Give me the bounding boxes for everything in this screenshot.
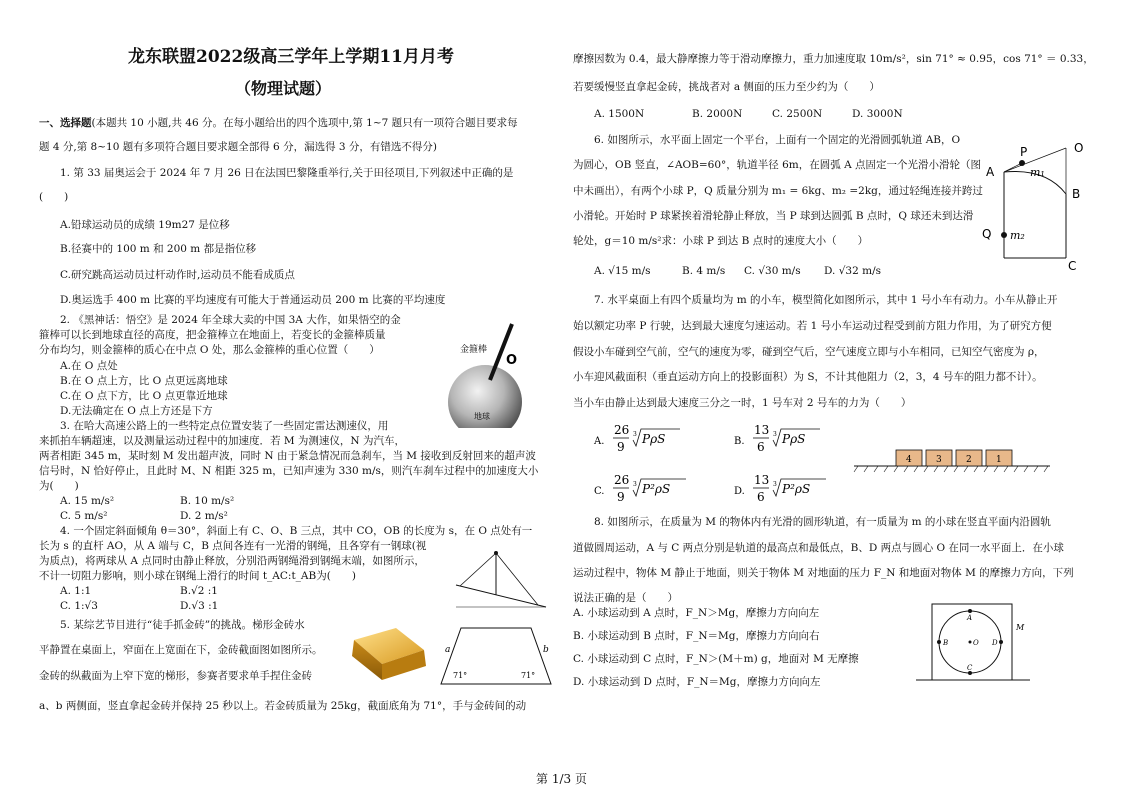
q3-stem-1: 3. 在哈大高速公路上的一些特定点位置安装了一些固定雷达测速仪，用 (60, 420, 389, 432)
q7-d-index: 3 (773, 481, 777, 488)
q7-option-c (594, 473, 686, 504)
q7-d-den: 6 (757, 490, 765, 504)
earth-label: 地球 (474, 412, 490, 421)
q5-option-c: C. 2500N (772, 108, 823, 120)
q1-option-d: D.奥运选手 400 m 比赛的平均速度有可能大于普通运动员 200 m 比赛的平均速度 (60, 294, 446, 306)
q8-option-c: C. 小球运动到 C 点时，F_N＞(M＋m) g，地面对 M 无摩擦 (573, 653, 859, 665)
page-number: 第 1/3 页 (536, 772, 587, 786)
ball-p (1019, 160, 1025, 166)
q1-stem-2: ( ) (39, 191, 69, 203)
q5-stem-2: 平静置在桌面上，窄面在上宽面在下，金砖截面图如图所示。 (39, 644, 323, 656)
q3-option-c: C. 5 m/s² (60, 510, 108, 522)
q7-d-rad: P²ρS (782, 482, 811, 496)
incline-line (456, 585, 546, 607)
q8-option-d: D. 小球运动到 D 点时，F_N＝Mg，摩擦力方向向左 (573, 676, 821, 688)
point-b (937, 640, 941, 644)
q4-stem-1: 4. 一个固定斜面倾角 θ＝30°，斜面上有 C、O、B 三点，其中 CO，OB 的长度为 s，在 O 点处有一 (60, 525, 533, 537)
q7-b-index: 3 (773, 431, 777, 438)
q2-option-c: C.在 O 点下方，比 O 点更靠近地球 (60, 390, 228, 402)
q7-c-num: 26 (614, 473, 630, 487)
q5-option-b: B. 2000N (692, 108, 743, 120)
label-o: O (1074, 141, 1084, 155)
q4-stem-2: 长为 s 的直杆 AO，从 A 端与 C，B 点间各连有一光滑的钢绳，且各穿有一钢球(视 (39, 540, 427, 552)
q7-options (590, 420, 850, 510)
q7-a-rad: PρS (642, 432, 666, 446)
car-label-4: 4 (906, 455, 912, 465)
q8-figure (912, 600, 1034, 686)
wire-ab (496, 553, 538, 605)
q5-cont-2: 若要缓慢竖直拿起金砖，挑战者对 a 侧面的压力至少约为（ ） (573, 81, 880, 93)
q8-label-a: A (967, 614, 973, 622)
side-b-label: b (543, 645, 549, 655)
label-q: Q (982, 227, 992, 241)
q3-option-a: A. 15 m/s² (60, 495, 115, 507)
point-a (968, 609, 972, 613)
q6-option-b: B. 4 m/s (682, 265, 726, 277)
q7-stem-4: 小车迎风截面积（垂直运动方向上的投影面积）为 S，不计其他阻力（2，3，4 号车的阻力都不计）。 (573, 371, 1043, 383)
car-label-2: 2 (966, 455, 972, 465)
label-p: P (1020, 145, 1028, 159)
q6-stem-2: 为圆心，OB 竖直，∠AOB=60°，轨道半径 6m，在圆弧 A 点固定一个光滑小滑轮（图 (573, 159, 982, 171)
q7-b-num: 13 (754, 423, 770, 437)
q2-stem-1: 2. 《黑神话：悟空》是 2024 年全球大卖的中国 3A 大作，如果悟空的金 (60, 314, 401, 326)
q1-option-c: C.研究跳高运动员过杆动作时,运动员不能看成质点 (60, 269, 295, 281)
car-group (896, 450, 1012, 466)
section-intro (39, 116, 518, 130)
section-desc-2: 题 4 分,第 8~10 题有多项符合题目要求题全部得 6 分，漏选得 3 分，有错选不得分) (39, 141, 438, 153)
exam-subtitle: （物理试题） (235, 79, 332, 98)
q3-stem-3: 两者相距 345 m，某时刻 M 发出超声波，同时 N 由于紧急情况而急刹车，当 M 接收到反射回来的超声波 (39, 450, 536, 462)
q6-stem-1: 6. 如图所示，水平面上固定一个平台，上面有一个固定的光滑圆弧轨道 AB，O (594, 134, 961, 146)
q6-option-c: C. √30 m/s (744, 265, 801, 277)
q7-a-label: A. (594, 436, 605, 447)
q8-label-d: D (992, 639, 998, 647)
q7-b-den: 6 (757, 440, 765, 454)
q7-b-rad: PρS (782, 432, 806, 446)
q6-stem-4: 小滑轮。开始时 P 球紧挨着滑轮静止释放，当 P 球到达圆弧 B 点时，Q 球还未到达滑 (573, 210, 974, 222)
label-m2: m₂ (1010, 229, 1025, 242)
q4-option-d: D.√3 :1 (180, 600, 219, 612)
q7-stem-1: 7. 水平桌面上有四个质量均为 m 的小车，模型简化如图所示，其中 1 号小车有动力。小车从静止开 (594, 294, 1058, 306)
q8-label-o: O (973, 639, 979, 647)
q7-c-rad: P²ρS (642, 482, 671, 496)
q4-option-a: A. 1:1 (60, 585, 92, 597)
angle-right-label: 71° (521, 671, 536, 680)
q7-stem-5: 当小车由静止达到最大速度三分之一时，1 号车对 2 号车的力为（ ） (573, 397, 912, 409)
label-b: B (1072, 187, 1081, 201)
q1-stem-1: 1. 第 33 届奥运会于 2024 年 7 月 26 日在法国巴黎隆重举行,关于田径项目,下列叙述中正确的是 (60, 167, 514, 179)
q3-stem-4: 信号时，N 恰好停止，且此时 M、N 相距 325 m，已知声速为 330 m/s，则汽车刹车过程中的加速度大小 (39, 465, 539, 477)
q7-option-a (593, 423, 680, 454)
q6-figure (980, 138, 1090, 272)
q8-option-a: A. 小球运动到 A 点时，F_N＞Mg，摩擦力方向向左 (573, 607, 820, 619)
q8-stem-4: 说法正确的是（ ） (573, 592, 678, 604)
rod-label: 金箍棒 (460, 345, 488, 355)
q7-cars-figure (852, 440, 1052, 474)
q5-option-a: A. 1500N (594, 108, 645, 120)
label-c: C (1068, 259, 1077, 272)
q1-option-a: A.铅球运动员的成绩 19m27 是位移 (60, 219, 230, 231)
q7-option-d (734, 473, 826, 504)
q6-stem-5: 轮处，g＝10 m/s²求：小球 P 到达 B 点时的速度大小（ ） (573, 235, 869, 247)
q8-stem-1: 8. 如图所示，在质量为 M 的物体内有光滑的圆形轨道，有一质量为 m 的小球在竖直平面内沿圆轨 (594, 516, 1051, 528)
q5-stem-1: 5. 某综艺节目进行“徒手抓金砖”的挑战。梯形金砖水 (60, 619, 305, 631)
q5-option-d: D. 3000N (852, 108, 903, 120)
q3-stem-2: 来抓拍车辆超速，以及测量运动过程中的加速度．若 M 为测速仪，N 为汽车， (39, 435, 405, 447)
q4-stem-4: 不计一切阻力影响，则小球在钢绳上滑行的时间 t_AC:t_AB为( ) (39, 570, 356, 582)
q6-option-d: D. √32 m/s (824, 265, 881, 277)
side-a-label: a (445, 645, 451, 655)
q3-stem-5: 为( ) (39, 480, 79, 492)
angle-left-label: 71° (453, 671, 468, 680)
q7-option-b (734, 423, 820, 454)
q2-stem-2: 箍棒可以长到地球直径的高度，把金箍棒立在地面上，若变长的金箍棒质量 (39, 329, 386, 341)
q2-option-b: B.在 O 点上方，比 O 点更远离地球 (60, 375, 228, 387)
car-label-1: 1 (996, 455, 1002, 465)
rod-o-label: O (506, 353, 518, 368)
q8-stem-2: 道做圆周运动，A 与 C 两点分别是轨道的最高点和最低点，B、D 两点与圆心 O 在同一水平面上．在小球 (573, 542, 1064, 554)
q8-option-b: B. 小球运动到 B 点时，F_N＝Mg，摩擦力方向向右 (573, 630, 820, 642)
q2-figure (440, 318, 550, 428)
rope-p (1004, 164, 1020, 172)
q7-a-num: 26 (614, 423, 630, 437)
q3-option-b: B. 10 m/s² (180, 495, 235, 507)
q3-option-d: D. 2 m/s² (180, 510, 228, 522)
car-label-3: 3 (936, 455, 942, 465)
q4-stem-3: 为质点)，将两球从 A 点同时由静止释放，分别沿两钢绳滑到钢绳末端，如图所示， (39, 555, 425, 567)
ball-q (1001, 232, 1007, 238)
q2-option-d: D.无法确定在 O 点上方还是下方 (60, 405, 213, 417)
q4-option-c: C. 1:√3 (60, 600, 98, 612)
center-o (969, 641, 972, 644)
q8-stem-3: 运动过程中，物体 M 静止于地面，则关于物体 M 对地面的压力 F_N 和地面对物体 M 的摩擦力方向，下列 (573, 567, 1074, 579)
q7-stem-2: 始以额定功率 P 行驶，达到最大速度匀速运动。若 1 号小车运动过程受到前方阻力作用，为了研究方便 (573, 320, 1052, 332)
q5-stem-3: 金砖的纵截面为上窄下宽的梯形，参赛者要求单手捏住金砖 (39, 670, 312, 682)
q6-stem-3: 中未画出），有两个小球 P，Q 质量分别为 m₁ = 6kg、m₂ =2kg，通过轻绳连接并跨过 (573, 185, 983, 197)
q8-label-c: C (967, 664, 973, 672)
q5-trapezoid-figure (437, 622, 559, 688)
section-heading: 一、选择题 (39, 117, 92, 129)
q8-label-b: B (943, 639, 949, 647)
q2-option-a: A.在 O 点处 (60, 360, 118, 372)
q7-b-label: B. (734, 436, 745, 447)
q7-a-den: 9 (617, 440, 625, 454)
q6-option-a: A. √15 m/s (594, 265, 651, 277)
gold-brick-image (350, 624, 428, 686)
q7-stem-3: 假设小车碰到空气前，空气的速度为零，碰到空气后，空气速度立即与小车相同，已知空气密度为 ρ， (573, 346, 1045, 358)
q4-figure (452, 545, 550, 611)
q7-c-label: C. (594, 486, 605, 497)
label-m1: m₁ (1030, 166, 1045, 179)
label-a: A (986, 165, 995, 179)
exam-title: 龙东联盟2022级高三学年上学期11月月考 (128, 47, 454, 67)
q8-label-m: M (1016, 623, 1025, 632)
q7-d-num: 13 (754, 473, 770, 487)
q7-c-den: 9 (617, 490, 625, 504)
q2-stem-3: 分布均匀，则金箍棒的质心在中点 O 处，那么金箍棒的重心位置（ ） (39, 344, 380, 356)
q7-c-index: 3 (633, 481, 637, 488)
q7-d-label: D. (734, 486, 745, 497)
point-a (494, 551, 498, 555)
q1-option-b: B.径赛中的 100 m 和 200 m 都是指位移 (60, 243, 257, 255)
section-desc-1: (本题共 10 小题,共 46 分。在每小题给出的四个选项中,第 1~7 题只有一项符合题目要求每 (91, 117, 518, 129)
q7-a-index: 3 (633, 431, 637, 438)
q5-cont-1: 摩擦因数为 0.4，最大静摩擦力等于滑动摩擦力，重力加速度取 10m/s²，sin 71° ≈ 0.95，cos 71° ＝ 0.33， (573, 53, 1094, 65)
point-d (999, 640, 1003, 644)
q5-stem-4: a、b 两侧面，竖直拿起金砖并保持 25 秒以上。若金砖质量为 25kg，截面底角为 71°，手与金砖间的动 (39, 700, 527, 712)
q4-option-b: B.√2 :1 (180, 585, 218, 597)
wire-ac (460, 553, 496, 586)
